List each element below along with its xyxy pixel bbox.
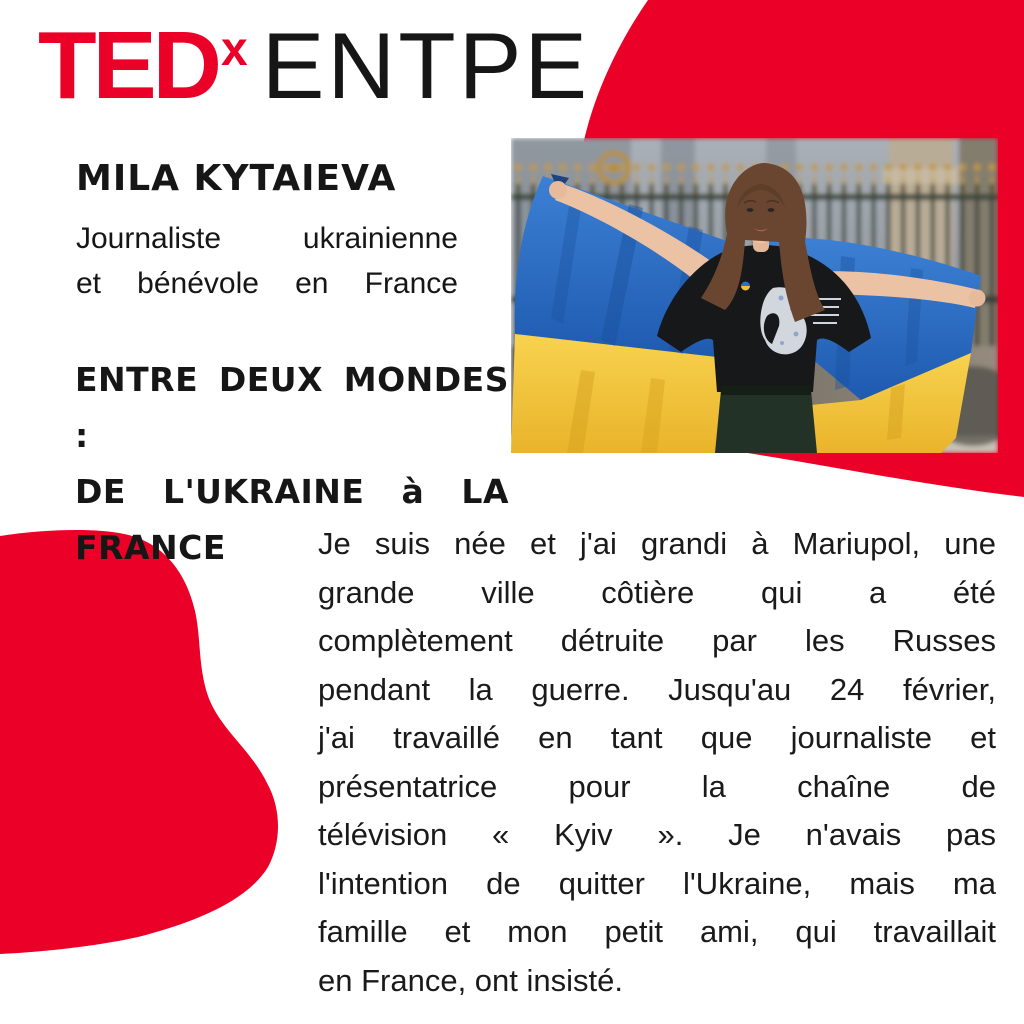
text-line: FRANCE	[75, 528, 226, 567]
text-line: grande ville côtière qui a été	[318, 574, 996, 610]
text-line: Je suis née et j'ai grandi à Mariupol, une	[318, 526, 996, 561]
flag-heart-pin	[741, 282, 750, 291]
speaker-name: MILA KYTAIEVA	[76, 158, 397, 199]
text-line: l'intention de quitter l'Ukraine, mais ma	[318, 865, 996, 901]
speaker-role	[76, 216, 458, 306]
speaker-bio	[318, 520, 996, 1005]
tedx-entpe-logo	[38, 12, 591, 119]
text-line: Journaliste ukrainienne	[76, 222, 458, 255]
text-line: ENTRE DEUX MONDES :	[75, 360, 509, 455]
speaker-photo-scene	[511, 138, 998, 453]
text-line: complètement détruite par les Russes	[318, 623, 996, 658]
text-line: DE L'UKRAINE à LA	[75, 472, 509, 511]
event-name: ENTPE	[261, 13, 591, 118]
text-line: télévision « Kyiv ». Je n'avais pas	[318, 817, 996, 852]
red-blob-left	[0, 530, 278, 954]
trousers	[715, 390, 817, 453]
text-line: famille et mon petit ami, qui travaillait	[318, 914, 996, 949]
tedx-x-mark: x	[221, 23, 248, 76]
text-line: en France, ont insisté.	[318, 962, 623, 998]
text-line: présentatrice pour la chaîne de	[318, 768, 996, 804]
text-line: pendant la guerre. Jusqu'au 24 février,	[318, 671, 996, 707]
right-hand	[969, 290, 986, 307]
text-line: et bénévole en France	[76, 267, 458, 300]
text-line: j'ai travaillé en tant que journaliste et	[318, 720, 996, 755]
ted-wordmark: TED	[38, 12, 218, 119]
speaker-photo	[511, 138, 998, 453]
left-hand	[549, 181, 567, 199]
